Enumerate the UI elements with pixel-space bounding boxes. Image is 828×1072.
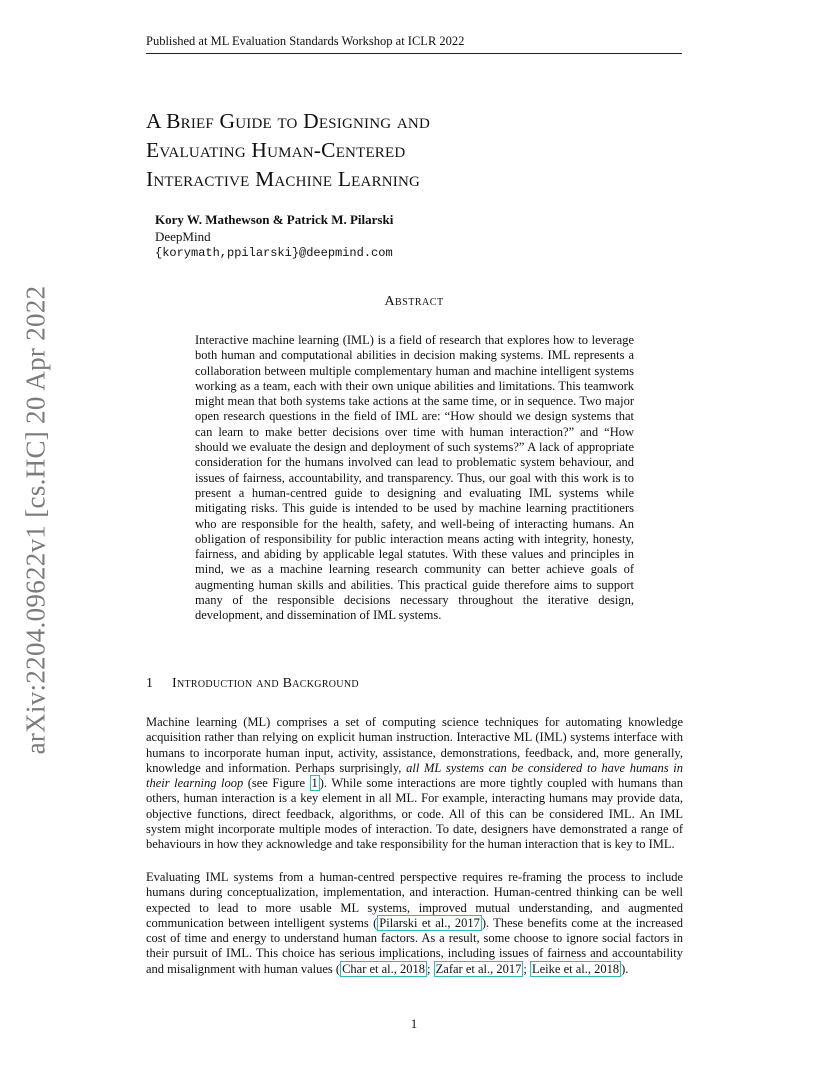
page-number: 1	[410, 1016, 418, 1031]
author-block	[155, 211, 393, 262]
title-line-2: Evaluating Human-Centered	[146, 138, 406, 162]
intro-paragraph-1	[146, 715, 683, 853]
paragraph-text: ).	[621, 961, 629, 976]
intro-paragraph-2	[146, 870, 683, 977]
abstract-text: Interactive machine learning (IML) is a field of research that explores how to leverage both human and computational abilities in decision making systems. IML represents a collaboration between multiple complementary human and machine intelligent systems working as a team, each with their own unique abilities and limitations. This teamwork might mean that both systems take actions at the same time, or in sequence. Two major open research questions in the field of IML are: “How should we design systems that can learn to make better decisions over time with human interaction?” and “How should we evaluate the design and deployment of such systems?” A lack of appropriate consideration for the humans involved can lead to problematic system behaviour, and issues of fairness, accountability, and transparency. Thus, our goal with this work is to present a human-centred guide to designing and evaluating IML systems while mitigating risks. This guide is intended to be used by machine learning practitioners who are responsible for the health, safety, and well-being of interacting humans. An obligation of responsibility for public interaction means acting with integrity, honesty, fairness, and abiding by applicable legal statutes. With these values and principles in mind, we as a machine learning research community can better achieve goals of augmenting human skills and abilities. This practical guide therefore aims to support many of the responsible decisions necessary throughout the iterative design, development, and dissemination of IML systems.	[195, 333, 634, 623]
paragraph-text: (see Figure	[243, 776, 310, 791]
paper-title	[146, 107, 686, 194]
paragraph-text: ). While some interactions are more tightly coupled with humans than others, human interaction is a key element in all ML. For example, interacting humans may provide data, objective functions, direct feedback, algorithms, or code. All of this can be considered IML. An IML system might incorporate multiple modes of interaction. To date, designers have demonstrated a range of behaviours in how they acknowledge and take responsibility for the human interaction that is key to IML.	[146, 776, 683, 852]
citation-link-pilarski[interactable]: Pilarski et al., 2017	[379, 915, 480, 930]
section-title: Introduction and Background	[172, 676, 359, 691]
paragraph-text: Machine learning (ML) comprises a set of computing science techniques for automating knowledge acquisition rather than relying on explicit human instruction. Interactive ML (IML) systems interface with humans to incorporate human input, activity, assistance, demonstrations, feedback, and, more generally, knowledge and information. Perhaps surprisingly,	[146, 715, 683, 775]
title-line-3: Interactive Machine Learning	[146, 167, 421, 191]
arxiv-identifier[interactable]: arXiv:2204.09622v1 [cs.HC] 20 Apr 2022	[20, 285, 51, 755]
author-names: Kory W. Mathewson & Patrick M. Pilarski	[155, 212, 394, 227]
citation-link-zafar[interactable]: Zafar et al., 2017	[435, 961, 522, 976]
paragraph-text: Evaluating IML systems from a human-centred perspective requires re-framing the process to include humans during conceptualization, implementation, and interaction. Human-centred thinking can be well expected to lead to more usable ML systems, improved mutual understanding, and augmented communication between intelligent systems (	[146, 870, 683, 930]
title-line-1: A Brief Guide to Designing and	[146, 109, 430, 133]
paragraph-text: ). These benefits come at the increased cost of time and energy to understand human factors. As a result, some choose to ignore social factors in their pursuit of IML. This choice has serious implications, including issues of fairness and accountability and misalignment with human values (	[146, 915, 683, 976]
figure-reference-link[interactable]: 1	[311, 776, 318, 791]
abstract-heading: Abstract	[384, 294, 444, 309]
author-affiliation: DeepMind	[155, 229, 211, 244]
citation-separator: ;	[427, 961, 434, 976]
author-email[interactable]: {korymath,ppilarski}@deepmind.com	[155, 246, 393, 260]
running-header: Published at ML Evaluation Standards Workshop at ICLR 2022	[146, 34, 682, 54]
emphasis-text: all ML systems can be considered to have humans in their learning loop	[146, 760, 684, 791]
section-heading	[146, 676, 359, 692]
citation-link-char[interactable]: Char et al., 2018	[342, 961, 426, 976]
citation-separator: ;	[523, 961, 530, 976]
citation-link-leike[interactable]: Leike et al., 2018	[531, 961, 620, 976]
section-number: 1	[146, 676, 154, 691]
